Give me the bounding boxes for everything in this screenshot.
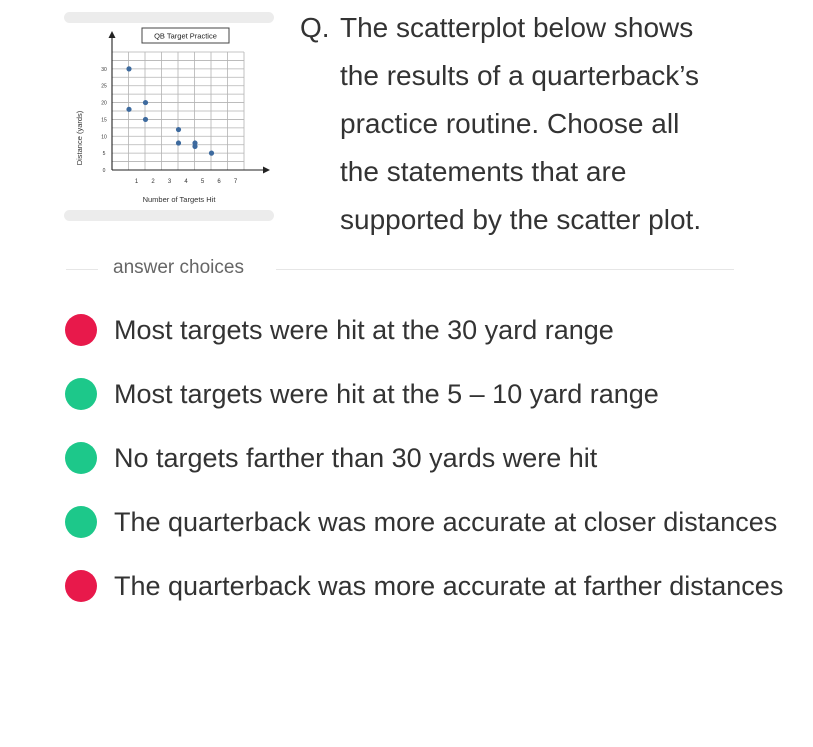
answer-option-text: The quarterback was more accurate at farther distances [114,571,784,601]
question-line: the results of a quarterback’s [340,60,700,91]
y-tick-label: 10 [101,134,107,141]
answer-options-list [64,306,784,626]
y-tick-label: 20 [101,100,107,107]
x-tick-label: 5 [200,179,205,185]
incorrect-status-dot [65,570,97,602]
answer-option-1[interactable] [64,306,784,354]
question-line: practice routine. Choose all [340,108,680,139]
chart-card [64,12,274,222]
data-point [176,140,181,145]
x-axis-arrow [263,167,270,174]
chart-ticks [101,67,238,185]
answer-option-text: Most targets were hit at the 30 yard range [114,315,614,345]
data-point [126,66,131,71]
y-tick-label: 25 [101,83,107,90]
x-tick-label: 1 [134,179,139,185]
question-line [300,4,800,52]
chart-x-label: Number of Targets Hit [142,195,216,204]
incorrect-status-dot [65,314,97,346]
x-tick-label: 7 [233,179,238,185]
data-point [143,100,148,105]
answer-option-4[interactable] [64,498,784,546]
answer-choices-label: answer choices [113,257,244,278]
x-tick-label: 6 [217,179,221,185]
y-axis-arrow [109,31,116,38]
question-text [300,4,800,244]
divider-right [276,269,734,270]
answer-option-text: The quarterback was more accurate at closer distances [114,507,778,537]
x-tick-label: 2 [151,179,155,185]
y-tick-label: 0 [102,168,106,174]
question-line-text: The scatterplot below shows [340,12,694,43]
answer-option-5[interactable] [64,562,784,610]
chart-grid [112,52,244,170]
correct-status-dot [65,506,97,538]
answer-option-text: No targets farther than 30 yards were hit [114,443,598,473]
question-line: the statements that are [340,156,627,187]
correct-status-dot [65,442,97,474]
divider-left [66,269,98,270]
y-tick-label: 30 [101,66,107,73]
chart-y-label: Distance (yards) [75,110,84,166]
x-tick-label: 3 [167,179,172,185]
data-point [176,127,181,132]
correct-status-dot [65,378,97,410]
data-point [126,107,131,112]
answer-option-3[interactable] [64,434,784,482]
y-tick-label: 5 [102,151,106,158]
data-point [192,144,197,149]
data-point [209,151,214,156]
x-tick-label: 4 [184,179,188,185]
y-tick-label: 15 [101,117,107,124]
scatter-chart [64,12,274,222]
chart-title: QB Target Practice [154,31,217,41]
question-prefix: Q. [300,12,330,43]
question-line: supported by the scatter plot. [340,204,702,235]
answer-option-text: Most targets were hit at the 5 – 10 yard range [114,379,659,409]
answer-option-2[interactable] [64,370,784,418]
data-point [143,117,148,122]
